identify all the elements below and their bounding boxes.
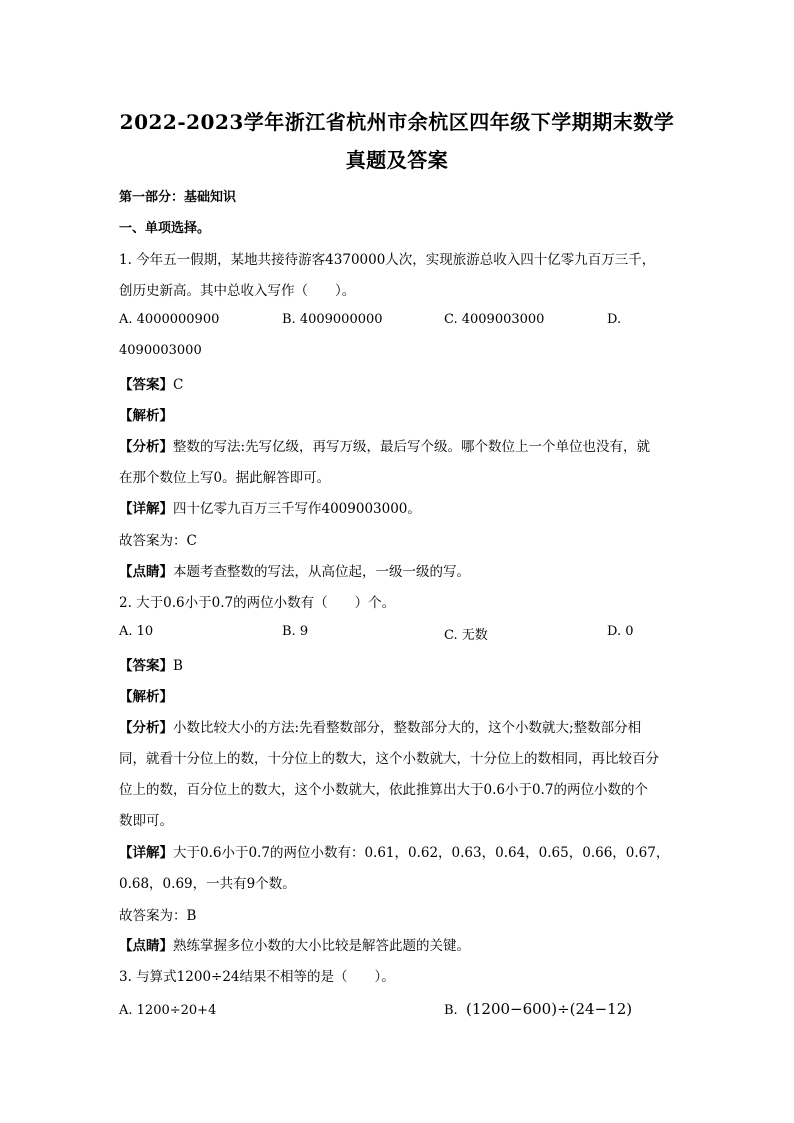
q2-fenxi-line4: 数即可。 bbox=[119, 813, 173, 829]
q1-fenxi-line2: 在那个数位上写0。据此解答即可。 bbox=[119, 470, 331, 486]
q1-option-d-value: 4090003000 bbox=[119, 343, 202, 358]
q1-analysis-tag: 【解析】 bbox=[119, 408, 173, 424]
q2-analysis-tag: 【解析】 bbox=[119, 689, 173, 705]
answer-tag: 【答案】 bbox=[119, 377, 173, 393]
q3-option-a: A. 1200÷20+4 bbox=[119, 1003, 217, 1018]
q3-stem: 3. 与算式1200÷24结果不相等的是（ ）。 bbox=[119, 969, 395, 985]
note-text: 本题考查整数的写法，从高位起，一级一级的写。 bbox=[173, 564, 470, 580]
q3-option-b-label: B. bbox=[444, 1003, 458, 1018]
q2-detail-line2: 0.68，0.69，一共有9个数。 bbox=[119, 876, 296, 892]
q1-answer bbox=[119, 373, 183, 393]
fenxi-tag: 【分析】 bbox=[119, 439, 173, 455]
q1-option-a: A. 4000000900 bbox=[119, 312, 220, 327]
detail-text: 四十亿零九百万三千写作4009003000。 bbox=[173, 501, 421, 517]
q2-fenxi-line2: 同，就看十分位上的数，十分位上的数大，这个小数就大，十分位上的数相同，再比较百分 bbox=[119, 751, 659, 767]
detail-text: 大于0.6小于0.7的两位小数有：0.61，0.62，0.63，0.64，0.65，0.66，0.67， bbox=[173, 845, 670, 861]
q2-option-d: D. 0 bbox=[607, 624, 634, 639]
q2-final-answer: 故答案为：B bbox=[119, 908, 197, 924]
q1-option-c: C. 4009003000 bbox=[444, 312, 545, 327]
q2-answer bbox=[119, 654, 183, 674]
q2-option-a: A. 10 bbox=[119, 624, 154, 639]
q2-fenxi-line3: 位上的数，百分位上的数大，这个小数就大，依此推算出大于0.6小于0.7的两位小数的个 bbox=[119, 782, 648, 798]
answer-tag: 【答案】 bbox=[119, 658, 173, 674]
q1-stem-line2: 创历史新高。其中总收入写作（ ）。 bbox=[119, 283, 356, 299]
answer-value: B bbox=[173, 658, 183, 674]
note-tag: 【点睛】 bbox=[119, 938, 173, 954]
q2-note bbox=[119, 934, 470, 954]
answer-value: C bbox=[173, 377, 184, 393]
doc-title-line1: 2022-2023学年浙江省杭州市余杭区四年级下学期期末数学 bbox=[119, 110, 675, 134]
fenxi-text: 小数比较大小的方法:先看整数部分，整数部分大的，这个小数就大;整数部分相 bbox=[173, 720, 642, 736]
detail-tag: 【详解】 bbox=[119, 501, 173, 517]
q1-note bbox=[119, 560, 470, 580]
q3-option-b-expression: (1200−600)÷(24−12) bbox=[466, 1000, 633, 1018]
q1-fenxi-line1 bbox=[119, 435, 650, 455]
part-heading: 第一部分：基础知识 bbox=[119, 190, 237, 205]
q1-stem-line1: 1. 今年五一假期，某地共接待游客4370000人次，实现旅游总收入四十亿零九百万三千， bbox=[119, 252, 656, 268]
fenxi-text: 整数的写法:先写亿级，再写万级，最后写个级。哪个数位上一个单位也没有，就 bbox=[173, 439, 651, 455]
q2-stem: 2. 大于0.6小于0.7的两位小数有（ ）个。 bbox=[119, 595, 396, 611]
q2-option-b: B. 9 bbox=[282, 624, 309, 639]
note-text: 熟练掌握多位小数的大小比较是解答此题的关键。 bbox=[173, 938, 470, 954]
section-heading: 一、单项选择。 bbox=[119, 221, 211, 236]
detail-tag: 【详解】 bbox=[119, 845, 173, 861]
fenxi-tag: 【分析】 bbox=[119, 720, 173, 736]
q2-detail-line1 bbox=[119, 841, 669, 861]
note-tag: 【点睛】 bbox=[119, 564, 173, 580]
q1-option-d-label: D. bbox=[607, 312, 622, 327]
q2-option-c: C. 无数 bbox=[444, 628, 488, 643]
q1-detail bbox=[119, 497, 421, 517]
q2-fenxi-line1 bbox=[119, 716, 641, 736]
doc-title-line2: 真题及答案 bbox=[345, 148, 449, 172]
q1-final-answer: 故答案为：C bbox=[119, 533, 197, 549]
q1-option-b: B. 4009000000 bbox=[282, 312, 383, 327]
